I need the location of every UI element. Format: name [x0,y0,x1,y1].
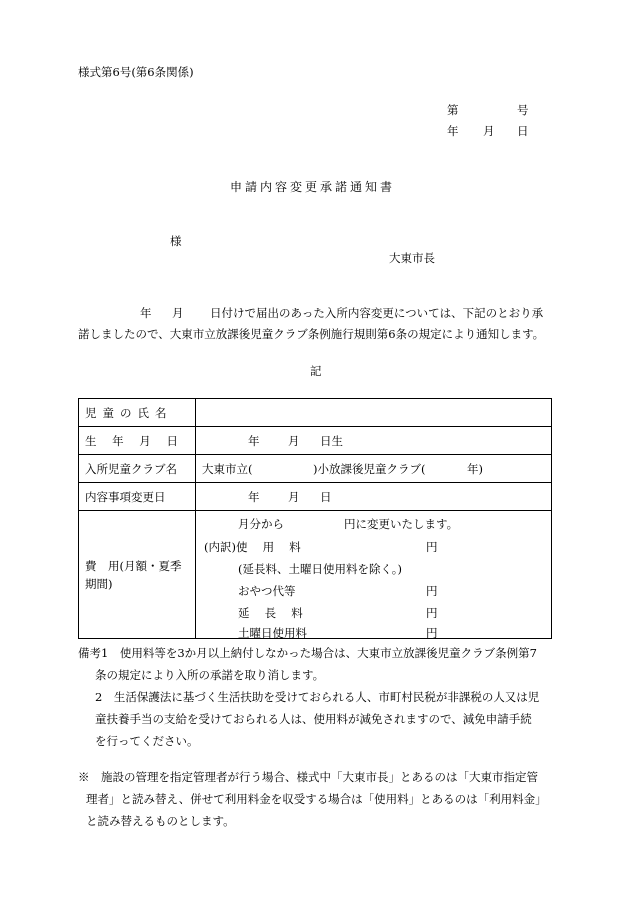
child-name-value [196,399,552,427]
body-date-month: 月 [172,306,184,320]
issuer: 大東市長 [389,251,435,265]
star-note-line-2: 理者」と読み替え、併せて利用料金を収受する場合は「使用料」とあるのは「利用料金」 [86,792,547,806]
table-row [79,483,552,511]
table-row [79,511,552,639]
remark-1-line-2: 条の規定により入所の承諾を取り消します。 [95,668,325,682]
birth-label: 生 年 月 日 [79,427,196,455]
body-line2: 諾しましたので、大東市立放課後児童クラブ条例施行規則第6条の規定により通知します。 [78,327,545,341]
star-note [78,766,558,832]
remark-1-line-1: 備考1 使用料等を3か月以上納付しなかった場合は、大東市立放課後児童クラブ条例第7 [78,646,537,660]
doc-date-day: 日 [517,124,529,138]
addressee-suffix: 様 [170,234,182,248]
child-name-label: 児童の氏名 [79,399,196,427]
body-date-year: 年 [140,306,152,320]
doc-date-month: 月 [483,124,495,138]
club-value: 大東市立( )小放課後児童クラブ( 年) [196,455,552,483]
table-row [79,427,552,455]
birth-value: 年 月 日生 [196,427,552,455]
change-date-label: 内容事項変更日 [79,483,196,511]
body-line1: 日付けで届出のあった入所内容変更については、下記のとおり承 [210,306,544,320]
page-title: 申請内容変更承諾通知書 [230,180,396,194]
doc-number-dai: 第 [447,103,459,117]
remark-2-line-3: を行ってください。 [95,734,199,748]
star-note-line-1: ※ 施設の管理を指定管理者が行う場合、様式中「大東市長」とあるのは「大東市指定管 [78,770,538,784]
remarks [78,642,558,752]
details-table [78,398,552,639]
doc-number-go: 号 [517,103,529,117]
remark-2-line-1: 2 生活保護法に基づく生活扶助を受けておられる人、市町村民税が非課税の人又は児 [95,690,540,704]
doc-date-year: 年 [447,124,459,138]
star-note-line-3: と読み替えるものとします。 [86,814,235,828]
ki-heading: 記 [310,364,322,378]
form-label: 様式第6号(第6条関係) [78,65,194,79]
remark-2-line-2: 童扶養手当の支給を受けておられる人は、使用料が減免されますので、減免申請手続 [95,712,532,726]
fee-value: 月分から 円に変更いたします。 (内訳)使 用 料 円 (延長料、土曜日使用料を除く。) おやつ代等 円 延 長 料 円 土曜日使用料 円 [196,511,552,639]
club-label: 入所児童クラブ名 [79,455,196,483]
table-row [79,399,552,427]
fee-label: 費 用(月額・夏季 期間) [79,511,196,639]
table-row [79,455,552,483]
change-date-value: 年 月 日 [196,483,552,511]
